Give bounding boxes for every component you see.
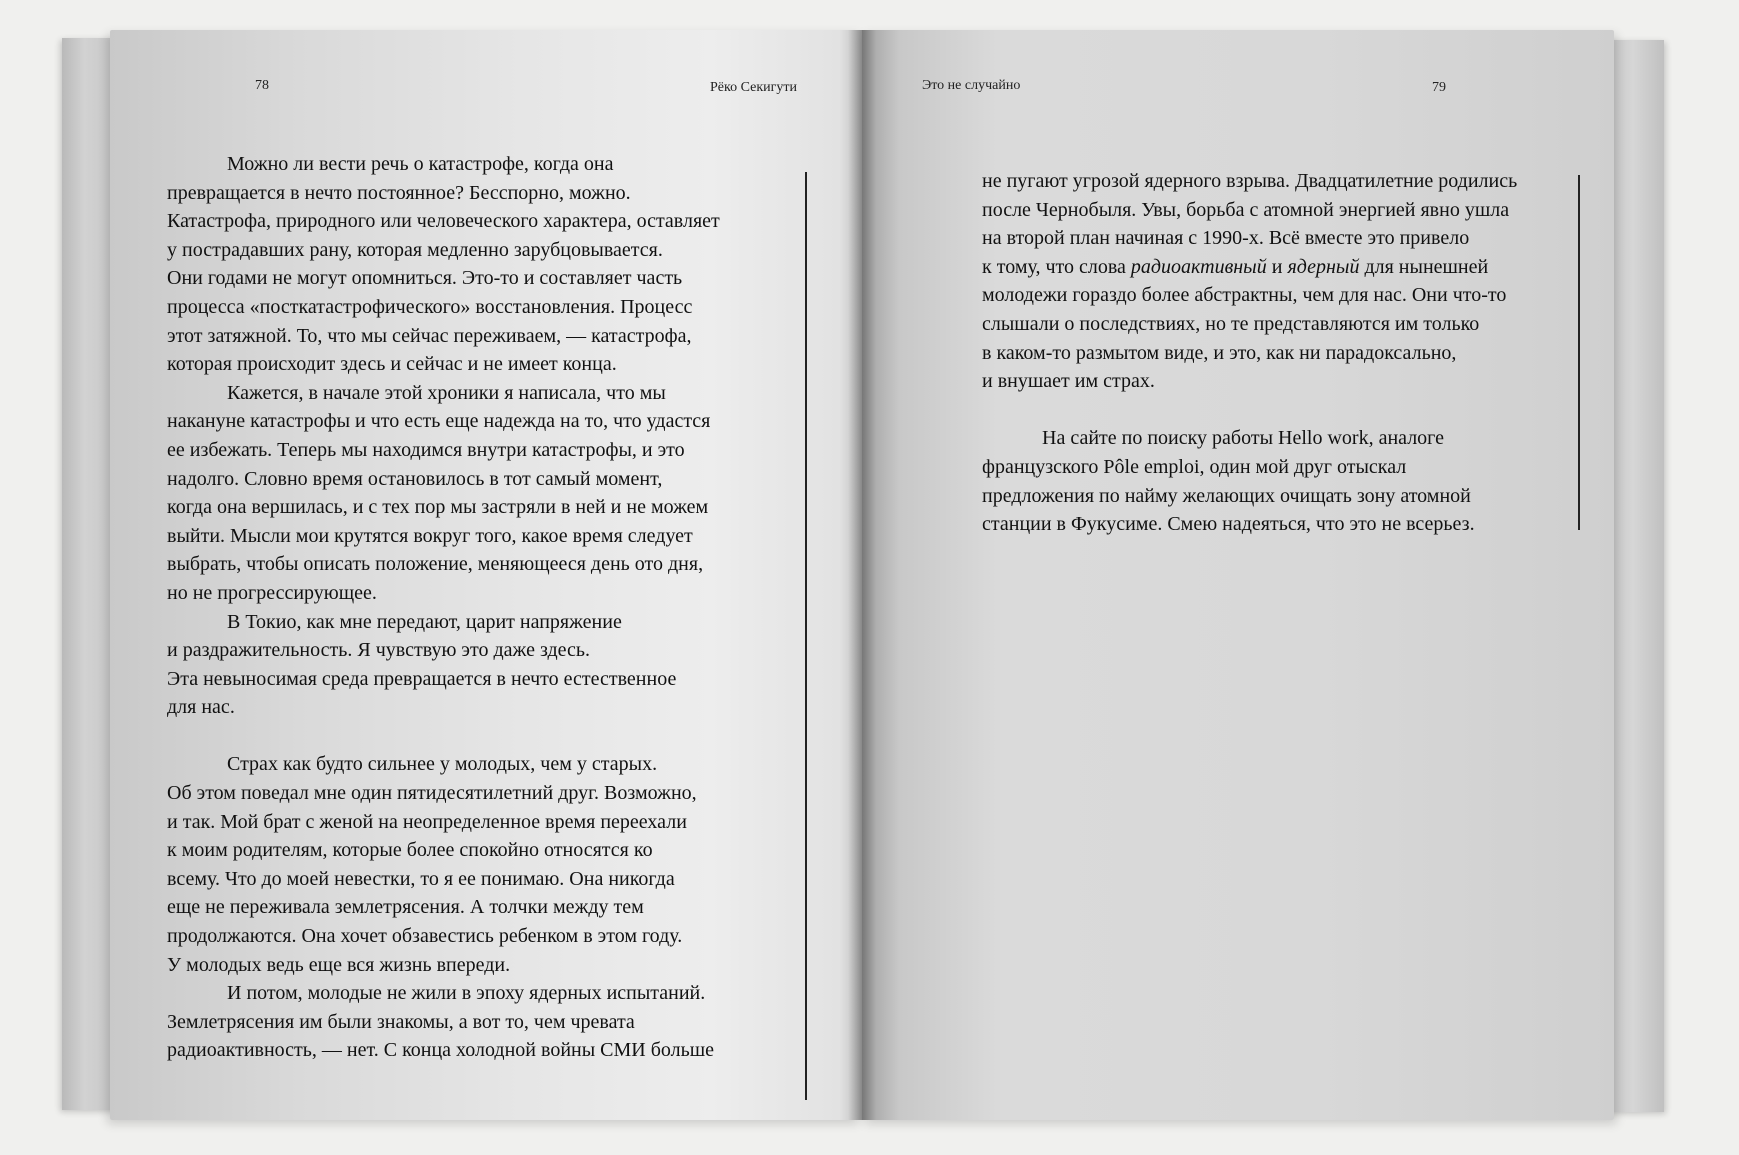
text-line: и внушает им страх. [982, 370, 1155, 393]
text-line: превращается в нечто постоянное? Бесспорно, можно. [167, 181, 631, 204]
text-line: после Чернобыля. Увы, борьба с атомной энергией явно ушла [982, 198, 1510, 221]
text-line: Они годами не могут опомниться. Это-то и составляет часть [167, 267, 683, 290]
text-line: к моим родителям, которые более спокойно относятся ко [167, 839, 653, 862]
paragraph [167, 750, 807, 979]
text-line: и так. Мой брат с женой на неопределенное время переехали [167, 810, 687, 833]
text-line: но не прогрессирующее. [167, 581, 377, 604]
text-line: на второй план начиная с 1990-х. Всё вместе это привело [982, 227, 1470, 250]
text-line: для нас. [167, 696, 235, 719]
text-line: В Токио, как мне передают, царит напряжение [227, 610, 622, 633]
paragraph [167, 979, 807, 1065]
text-line: радиоактивность, — нет. С конца холодной войны СМИ больше [167, 1039, 715, 1062]
text-line: Землетрясения им были знакомы, а вот то, чем чревата [167, 1010, 635, 1033]
text-line: выбрать, чтобы описать положение, меняющееся день ото дня, [167, 553, 704, 576]
text-line: надолго. Словно время остановилось в тот самый момент, [167, 467, 663, 490]
text-line: На сайте по поиску работы Hello work, аналоге [1042, 427, 1444, 450]
text-line: Можно ли вести речь о катастрофе, когда она [227, 153, 614, 175]
text-line: Катастрофа, природного или человеческого характера, оставляет [167, 210, 720, 233]
text-fragment: и [1266, 255, 1288, 278]
paragraph-gap [167, 722, 807, 751]
text-line: Об этом поведал мне один пятидесятилетний друг. Возможно, [167, 782, 697, 805]
text-line: предложения по найму желающих очищать зону атомной [982, 484, 1471, 507]
text-line: когда она вершилась, и с тех пор мы застряли в ней и не можем [167, 496, 709, 519]
text-line [982, 253, 1582, 282]
paragraph [167, 379, 807, 608]
left-page-body [167, 150, 807, 1065]
paragraph [982, 167, 1582, 396]
right-page-body [982, 167, 1582, 539]
text-line: Кажется, в начале этой хроники я написала, что мы [227, 381, 666, 404]
text-line: еще не переживала землетрясения. А толчки между тем [167, 896, 644, 919]
text-line: у пострадавших рану, которая медленно зарубцовывается. [167, 238, 663, 261]
running-head-title: Это не случайно [922, 78, 1021, 93]
text-fragment: к тому, что слова [982, 255, 1131, 278]
text-line: выйти. Мысли мои крутятся вокруг того, какое время следует [167, 524, 693, 547]
text-line: которая происходит здесь и сейчас и не имеет конца. [167, 353, 617, 376]
text-line: этот затяжной. То, что мы сейчас переживаем, — катастрофа, [167, 324, 692, 347]
running-head-author: Рёко Секигути [710, 80, 797, 95]
text-line: У молодых ведь еще вся жизнь впереди. [167, 953, 511, 976]
text-fragment: для нынешней [1359, 255, 1489, 278]
italic-word: радиоактивный [1130, 255, 1267, 278]
text-line: И потом, молодые не жили в эпоху ядерных испытаний. [227, 982, 706, 1005]
text-line: слышали о последствиях, но те представляются им только [982, 312, 1480, 335]
text-line: не пугают угрозой ядерного взрыва. Двадцатилетние родились [982, 170, 1518, 192]
text-line: молодежи гораздо более абстрактны, чем для нас. Они что-то [982, 284, 1507, 307]
paragraph [982, 424, 1582, 538]
text-line: Страх как будто сильнее у молодых, чем у старых. [227, 753, 658, 776]
italic-word: ядерный [1287, 255, 1360, 278]
text-line: станции в Фукусиме. Смею надеяться, что это не всерьез. [982, 513, 1475, 536]
text-line: процесса «посткатастрофического» восстановления. Процесс [167, 295, 693, 318]
text-line: ее избежать. Теперь мы находимся внутри катастрофы, и это [167, 438, 685, 461]
text-line: в каком-то размытом виде, и это, как ни парадоксально, [982, 341, 1457, 364]
text-line: французского Pôle emploi, один мой друг отыскал [982, 455, 1407, 478]
right-page [862, 30, 1614, 1120]
text-line: Эта невыносимая среда превращается в нечто естественное [167, 667, 677, 690]
paragraph [167, 150, 807, 379]
paragraph [167, 608, 807, 722]
text-line: и раздражительность. Я чувствую это даже здесь. [167, 639, 591, 662]
paragraph-gap [982, 396, 1582, 425]
left-page [110, 30, 862, 1120]
text-line: накануне катастрофы и что есть еще надежда на то, что удастся [167, 410, 711, 433]
page-number-left: 78 [255, 78, 269, 93]
text-line: всему. Что до моей невестки, то я ее понимаю. Она никогда [167, 867, 675, 890]
page-number-right: 79 [1432, 80, 1446, 95]
text-line: продолжаются. Она хочет обзавестись ребенком в этом году. [167, 925, 683, 948]
